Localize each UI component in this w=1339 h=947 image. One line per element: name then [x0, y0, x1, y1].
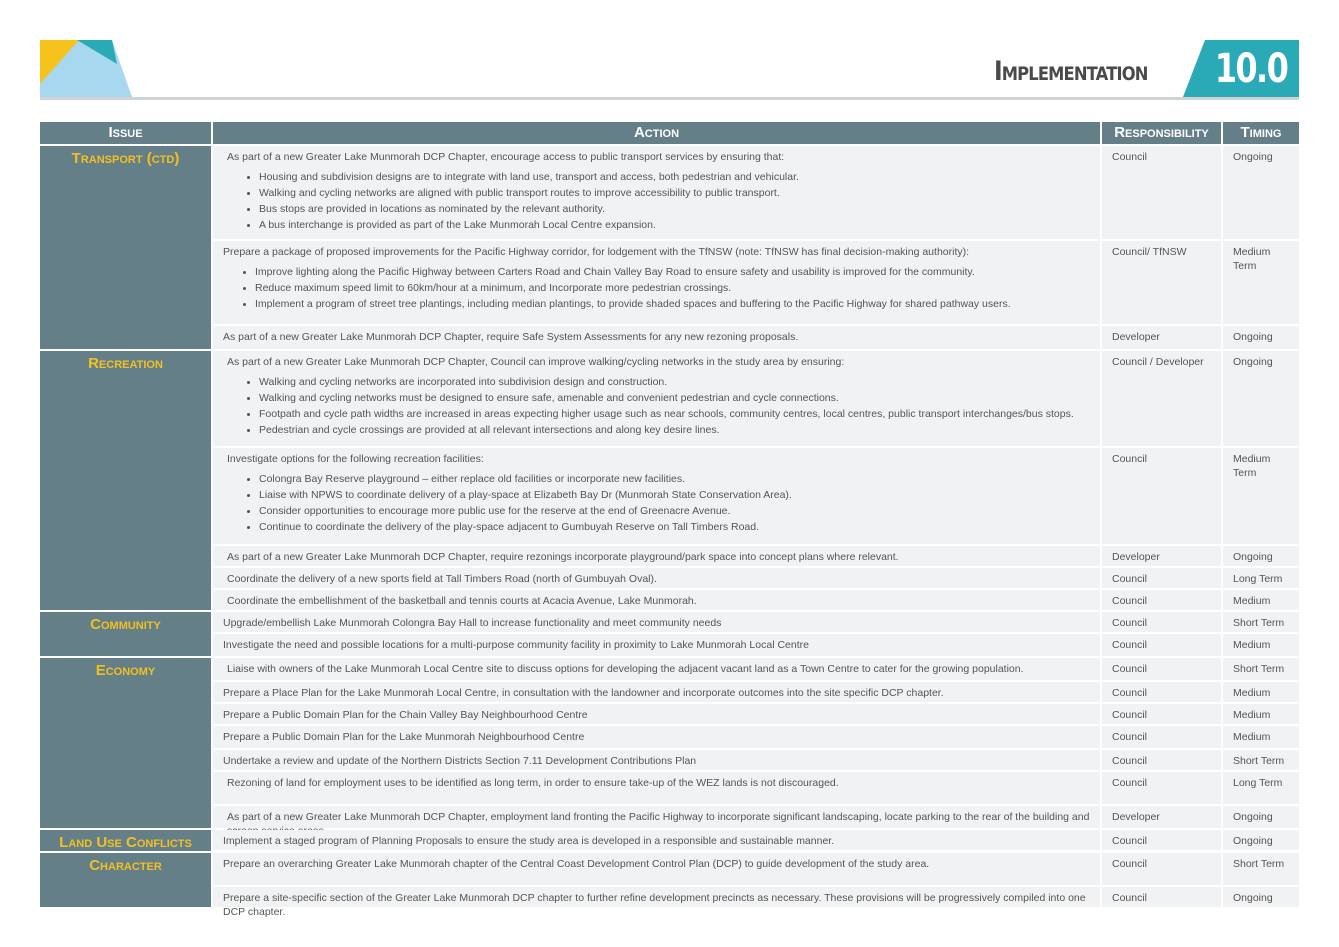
- responsibility-cell: Council: [1102, 726, 1223, 750]
- action-cell: [213, 634, 1102, 658]
- timing-cell: Long Term: [1223, 772, 1299, 806]
- action-text: Investigate options for the following recreation facilities:: [227, 453, 484, 465]
- action-bullet: • Implement a program of street tree plantings, including median plantings, to provide shaded spaces and buffering to the Pacific Highway for shared pathway users.: [255, 297, 1091, 311]
- action-bullet: • Bus stops are provided in locations as nominated by the relevant authority.: [259, 202, 1091, 216]
- column-header-responsibility: Responsibility: [1102, 122, 1223, 144]
- column-header-action: Action: [213, 122, 1102, 144]
- action-bullet: • Improve lighting along the Pacific Highway between Carters Road and Chain Valley Bay Road to ensure safety and usability is improved for the community.: [255, 265, 1091, 279]
- action-cell: [213, 726, 1102, 750]
- action-bullet-list: [223, 265, 1091, 311]
- action-bullet-list: [227, 170, 1091, 232]
- action-text: As part of a new Greater Lake Munmorah DCP Chapter, Council can improve walking/cycling networks in the study area by ensuring:: [227, 356, 845, 368]
- action-text: Liaise with owners of the Lake Munmorah Local Centre site to discuss options for developing the adjacent vacant land as a Town Centre to cater for the growing population.: [227, 663, 1024, 675]
- action-text: Coordinate the delivery of a new sports field at Tall Timbers Road (north of Gumbuyah Oval).: [227, 573, 657, 585]
- timing-cell: Ongoing: [1223, 830, 1299, 852]
- action-bullet: • Reduce maximum speed limit to 60km/hour at a minimum, and Incorporate more pedestrian crossings.: [255, 281, 1091, 295]
- responsibility-cell: Council: [1102, 634, 1223, 658]
- action-bullet: • Liaise with NPWS to coordinate delivery of a play-space at Elizabeth Bay Dr (Munmorah State Conservation Area).: [259, 488, 1091, 502]
- action-bullet: • Housing and subdivision designs are to integrate with land use, transport and access, both pedestrian and vehicular.: [259, 170, 1091, 184]
- action-text: Rezoning of land for employment uses to be identified as long term, in order to ensure take-up of the WEZ lands is not discouraged.: [227, 777, 839, 789]
- action-cell: [213, 241, 1102, 326]
- issue-label: Character: [40, 853, 213, 909]
- issue-label: Land Use Conflicts: [40, 830, 213, 853]
- action-text: Prepare a Place Plan for the Lake Munmorah Local Centre, in consultation with the landowner and incorporate outcomes into the site specific DCP chapter.: [223, 687, 944, 699]
- responsibility-cell: Council: [1102, 568, 1223, 590]
- responsibility-cell: Developer: [1102, 326, 1223, 351]
- action-text: As part of a new Greater Lake Munmorah DCP Chapter, employment land fronting the Pacific Highway to incorporate significant landscaping, locate parking to the rear of the building and: [227, 811, 1090, 823]
- responsibility-cell: Council: [1102, 590, 1223, 612]
- action-bullet-list: [227, 375, 1091, 437]
- action-bullet: • Walking and cycling networks are aligned with public transport routes to improve accessibility to public transport.: [259, 186, 1091, 200]
- action-cell: [213, 806, 1102, 830]
- action-text: As part of a new Greater Lake Munmorah DCP Chapter, require rezonings incorporate playground/park space into concept plans where relevant.: [227, 551, 899, 563]
- timing-cell: Medium: [1223, 590, 1299, 612]
- column-header-issue: Issue: [40, 122, 213, 144]
- brand-logo-icon: [40, 40, 132, 97]
- action-text: Undertake a review and update of the Northern Districts Section 7.11 Development Contributions Plan: [223, 755, 697, 767]
- action-cell: [213, 568, 1102, 590]
- action-cell: [213, 772, 1102, 806]
- action-cell: [213, 612, 1102, 634]
- action-text: Prepare an overarching Greater Lake Munmorah chapter of the Central Coast Development Control Plan (DCP) to guide development of the study area.: [223, 858, 930, 870]
- timing-cell: Ongoing: [1223, 351, 1299, 448]
- responsibility-cell: Council: [1102, 704, 1223, 726]
- issue-label: Recreation: [40, 351, 213, 612]
- timing-cell: Ongoing: [1223, 546, 1299, 568]
- action-text: Coordinate the embellishment of the basketball and tennis courts at Acacia Avenue, Lake Munmorah.: [227, 595, 697, 607]
- responsibility-cell: Council: [1102, 750, 1223, 772]
- timing-cell: Ongoing: [1223, 806, 1299, 830]
- action-cell: [213, 326, 1102, 351]
- action-text: As part of a new Greater Lake Munmorah DCP Chapter, encourage access to public transport services by ensuring that:: [227, 151, 785, 163]
- action-bullet: • A bus interchange is provided as part of the Lake Munmorah Local Centre expansion.: [259, 218, 1091, 232]
- timing-cell: Medium: [1223, 634, 1299, 658]
- action-bullet: • Walking and cycling networks are incorporated into subdivision design and construction.: [259, 375, 1091, 389]
- action-cell: [213, 351, 1102, 448]
- action-text: Prepare a Public Domain Plan for the Lake Munmorah Neighbourhood Centre: [223, 731, 585, 743]
- action-cell: [213, 750, 1102, 772]
- responsibility-cell: Council: [1102, 853, 1223, 887]
- timing-cell: Short Term: [1223, 658, 1299, 682]
- action-text: Prepare a site-specific section of the Greater Lake Munmorah DCP chapter to further refine development precincts as necessary. These provisions will be progressively compiled into one DCP chapter.: [223, 892, 1086, 918]
- issue-label: Economy: [40, 658, 213, 830]
- timing-cell: Short Term: [1223, 750, 1299, 772]
- header-rule: [40, 97, 1299, 100]
- responsibility-cell: Council / Developer: [1102, 351, 1223, 448]
- responsibility-cell: Council: [1102, 612, 1223, 634]
- timing-cell: Medium Term: [1223, 241, 1299, 326]
- responsibility-cell: Developer: [1102, 806, 1223, 830]
- implementation-table: [40, 122, 1299, 918]
- action-bullet: • Consider opportunities to encourage more public use for the reserve at the end of Greenacre Avenue.: [259, 504, 1091, 518]
- action-cell: [213, 146, 1102, 241]
- page-title: Implementation: [994, 56, 1148, 87]
- responsibility-cell: Council: [1102, 830, 1223, 852]
- section-number: 10.0: [1214, 45, 1288, 92]
- action-cell: [213, 704, 1102, 726]
- action-bullet: • Colongra Bay Reserve playground – either replace old facilities or incorporate new facilities.: [259, 472, 1091, 486]
- timing-cell: Medium: [1223, 726, 1299, 750]
- action-bullet: • Pedestrian and cycle crossings are provided at all relevant intersections and along key desire lines.: [259, 423, 1091, 437]
- action-cell: [213, 853, 1102, 887]
- responsibility-cell: Council: [1102, 448, 1223, 546]
- timing-cell: Long Term: [1223, 568, 1299, 590]
- timing-cell: Medium Term: [1223, 448, 1299, 546]
- timing-cell: Ongoing: [1223, 887, 1299, 909]
- action-cell: [213, 887, 1102, 918]
- issue-label: Transport (ctd): [40, 146, 213, 351]
- action-bullet: • Continue to coordinate the delivery of the play-space adjacent to Gumbuyah Reserve on Tall Timbers Road.: [259, 520, 1091, 534]
- responsibility-cell: Council: [1102, 146, 1223, 241]
- action-cell: [213, 682, 1102, 704]
- timing-cell: Short Term: [1223, 853, 1299, 887]
- action-text: As part of a new Greater Lake Munmorah DCP Chapter, require Safe System Assessments for any new rezoning proposals.: [223, 331, 799, 343]
- timing-cell: Medium: [1223, 704, 1299, 726]
- action-bullet: • Walking and cycling networks must be designed to ensure safe, amenable and convenient pedestrian and cycle connections.: [259, 391, 1091, 405]
- action-cell: [213, 830, 1102, 852]
- action-cell: [213, 448, 1102, 546]
- timing-cell: Short Term: [1223, 612, 1299, 634]
- timing-cell: Ongoing: [1223, 326, 1299, 351]
- responsibility-cell: Council/ TfNSW: [1102, 241, 1223, 326]
- action-text: Prepare a package of proposed improvements for the Pacific Highway corridor, for lodgement with the TfNSW (note: TfNSW has final decision-making authority):: [223, 246, 970, 258]
- responsibility-cell: Council: [1102, 682, 1223, 704]
- action-text: Upgrade/embellish Lake Munmorah Colongra Bay Hall to increase functionality and meet community needs: [223, 617, 722, 629]
- responsibility-cell: Developer: [1102, 546, 1223, 568]
- timing-cell: Medium: [1223, 682, 1299, 704]
- responsibility-cell: Council: [1102, 658, 1223, 682]
- issue-label: Community: [40, 612, 213, 658]
- action-cell: [213, 658, 1102, 682]
- action-text: Investigate the need and possible locations for a multi-purpose community facility in proximity to Lake Munmorah Local Centre: [223, 639, 809, 651]
- action-text: Prepare a Public Domain Plan for the Chain Valley Bay Neighbourhood Centre: [223, 709, 588, 721]
- column-header-timing: Timing: [1223, 122, 1299, 144]
- responsibility-cell: Council: [1102, 887, 1223, 909]
- action-cell: [213, 546, 1102, 568]
- action-text: Implement a staged program of Planning Proposals to ensure the study area is developed in a responsible and sustainable manner.: [223, 835, 835, 847]
- action-bullet-list: [227, 472, 1091, 534]
- action-bullet: • Footpath and cycle path widths are increased in areas expecting higher usage such as near schools, community centres, local centres, public transport interchanges/bus stops.: [259, 407, 1091, 421]
- timing-cell: Ongoing: [1223, 146, 1299, 241]
- action-cell: [213, 590, 1102, 612]
- responsibility-cell: Council: [1102, 772, 1223, 806]
